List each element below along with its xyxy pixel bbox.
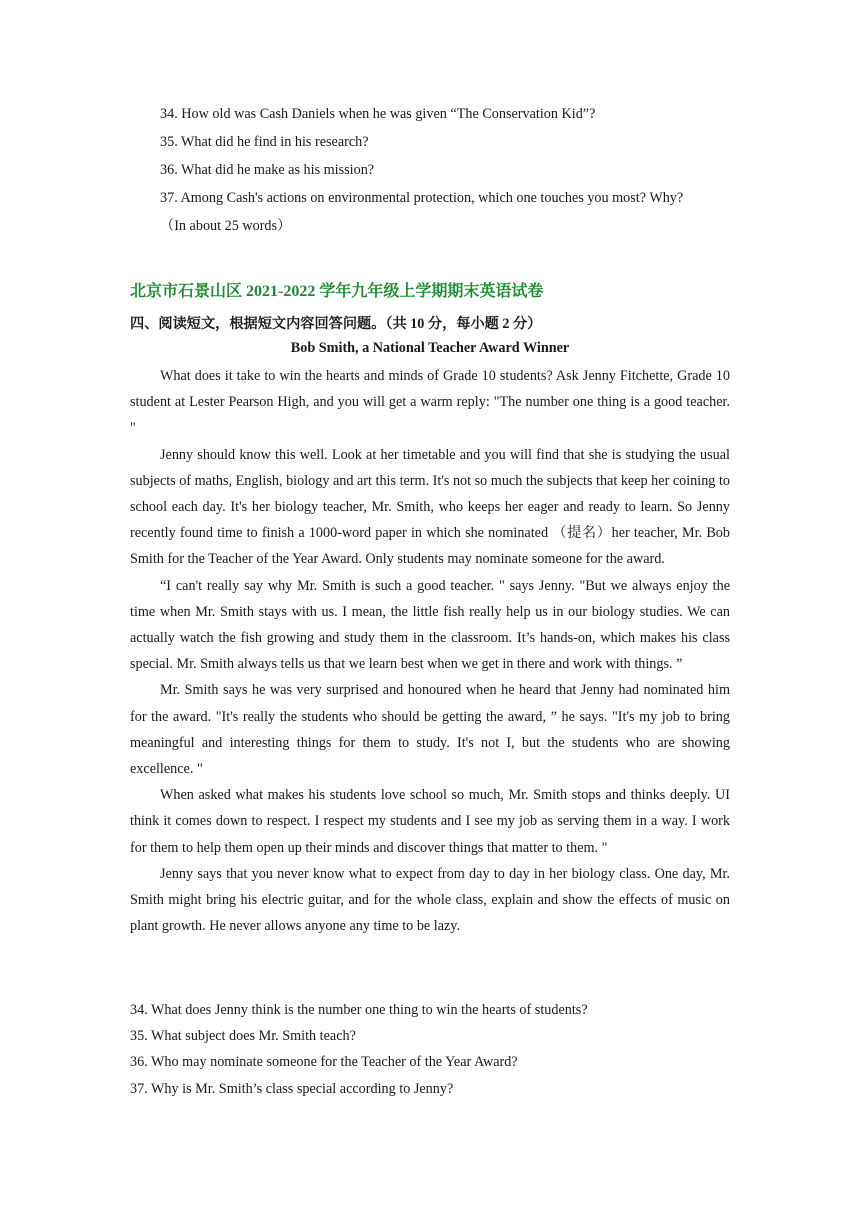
- question-34: 34. What does Jenny think is the number one thing to win the hearts of students?: [130, 1002, 588, 1018]
- article-paragraph: Jenny says that you never know what to expect from day to day in her biology class. One day, Mr. Smith might bring his electric guitar, and for the whole class, explain and show the effects of music on plant growth. He never allows anyone any time to be lazy.: [130, 865, 730, 935]
- exam-section-title: 北京市石景山区 2021-2022 学年九年级上学期期末英语试卷: [130, 283, 544, 300]
- question-36: 36. Who may nominate someone for the Teacher of the Year Award?: [130, 1054, 518, 1071]
- article-paragraph: What does it take to win the hearts and minds of Grade 10 students? Ask Jenny Fitchette, Grade 10 student at Lester Pearson High, and you will get a warm reply: "The number one thing is a good teacher. ": [130, 368, 730, 437]
- section-instruction: 四、阅读短文，根据短文内容回答问题。（共 10 分，每小题 2 分）: [130, 316, 542, 332]
- question-35-cash: 35. What did he find in his research?: [160, 134, 369, 150]
- article-paragraph: When asked what makes his students love school so much, Mr. Smith stops and thinks deeply. UI think it comes down to respect. I respect my students and I see my job as serving them in a way. I work for them to help them open up their minds and discover things that matter to them. ": [130, 787, 730, 856]
- article-paragraph: Mr. Smith says he was very surprised and honoured when he heard that Jenny had nominated him for the award. "It's really the students who should be getting the award, ” he says. "It's my job to bring meaningful and interesting things for them to study. It's not I, but the students who are showing excellence. ": [130, 682, 730, 778]
- question-35: 35. What subject does Mr. Smith teach?: [130, 1028, 356, 1045]
- question-37-word-limit: （In about 25 words）: [160, 218, 292, 234]
- article-paragraph: Jenny should know this well. Look at her timetable and you will find that she is studying the usual subjects of maths, English, biology and art this term. It's not so much the subjects that keep her coining to school each day. It's her biology teacher, Mr. Smith, who keeps her eager and ready to learn. So Jenny recently found time to finish a 1000-word paper in which she nominated （提名）her teacher, Mr. Bob Smith for the Teacher of the Year Award. Only students may nominate someone for the award.: [130, 446, 730, 568]
- question-36-cash: 36. What did he make as his mission?: [160, 162, 375, 178]
- article-paragraph: “I can't really say why Mr. Smith is such a good teacher. " says Jenny. "But we always enjoy the time when Mr. Smith stays with us. I mean, the little fish really help us in our biology studies. We can actually watch the fish growing and study them in the classroom. It’s hands-on, which makes his class special. Mr. Smith always tells us that we learn best when we get in there and work with things. ”: [130, 577, 730, 673]
- article-body: [130, 363, 730, 939]
- question-37-cash: 37. Among Cash's actions on environmental protection, which one touches you most? Why?: [160, 190, 684, 206]
- article-title: Bob Smith, a National Teacher Award Winner: [290, 340, 570, 356]
- question-37: 37. Why is Mr. Smith’s class special according to Jenny?: [130, 1080, 454, 1097]
- question-list: [130, 997, 730, 1102]
- question-34-cash: 34. How old was Cash Daniels when he was given “The Conservation Kid”?: [160, 106, 596, 122]
